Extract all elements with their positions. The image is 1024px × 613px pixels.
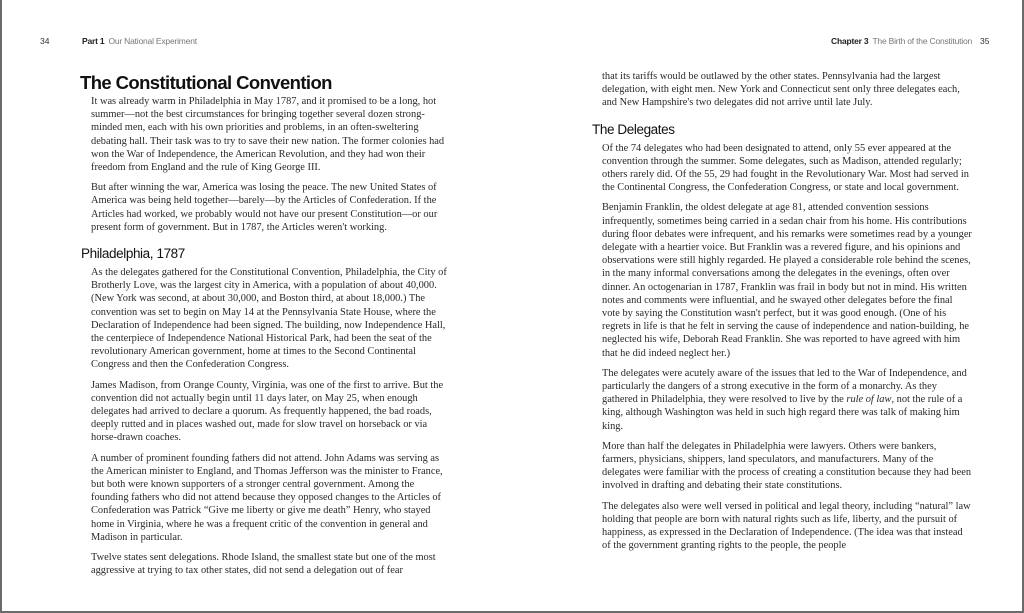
- continued-paragraph: that its tariffs would be outlawed by the other states. Pennsylvania had the largest delegation, with eight men. New York and Connecticut sent only three delegates each, and New Hampshire's two delegates did not arrive until late July.: [602, 71, 960, 109]
- body-paragraph: More than half the delegates in Philadelphia were lawyers. Others were bankers, farmers, physicians, shippers, land speculators, and manufacturers. Many of the delegates were familiar with the process of creating a constitution because they had been involved in drafting and debating their state constitutions.: [602, 440, 972, 492]
- running-head-part: [82, 36, 197, 46]
- page-number-left: 34: [40, 36, 50, 46]
- body-paragraph: Of the 74 delegates who had been designated to attend, only 55 ever appeared at the convention through the summer. Some delegates, such as Madison, attended regularly; others rarely did. Of the 55, 29 had fought in the Revolutionary War. Most had served in the Continental Congress, the Confederation Congress, or state and local government.: [602, 142, 969, 194]
- body-paragraph: A number of prominent founding fathers did not attend. John Adams was serving as the American minister to England, and Thomas Jefferson was the minister to France, but both were known supporters of a stronger central government. Among the founding fathers who did not attend because they opposed changes to the Articles of Confederation was Patrick “Give me liberty or give me death” Henry, who stayed home in Virginia, where he was a frequent critic of the convention in general and Madison in particular.: [91, 452, 443, 543]
- part-label: Part 1: [82, 36, 105, 46]
- body-paragraph: Benjamin Franklin, the oldest delegate at age 81, attended convention sessions infrequently, sometimes being carried in a sedan chair from his home. His contributions during floor debates were infrequent, and his remarks were sometimes read by a younger delegate with a heartier voice. But Franklin was a revered figure, and his opinions and observations were still highly regarded. He played a considerable role behind the scenes, in the many informal conversations among the delegates in the evenings, often over dinner. An octogenarian in 1787, Franklin was frail in body but not in mind. His written notes and comments were influential, and he swayed other delegates before the final vote by saying the Constitution wasn't perfect, but it was good enough. (One of his regrets in life is that he felt in serving the cause of independence and nation-building, he neglected his wife, Deborah Read Franklin. She was reported to have agreed with him that he did indeed neglect her.): [602, 202, 972, 359]
- page-number-right: 35: [980, 36, 990, 46]
- body-paragraph: It was already warm in Philadelphia in May 1787, and it promised to be a long, hot summer—not the best circumstances for bringing together several dozen strong-minded men, each with his own priorities and problems, in an often-sweltering debating hall. Their task was to try to save their new nation. The former colonies had won the War of Independence, the American Revolution, and they had won their freedom from England and the rule of King George III.: [91, 96, 445, 174]
- body-paragraph: The delegates also were well versed in political and legal theory, including “natural” law holding that people are born with natural rights such as life, liberty, and the pursuit of happiness, as expressed in the Declaration of Independence. (The idea was that instead of the government granting rights to the people, the people: [602, 500, 971, 552]
- left-text-column: [81, 72, 451, 585]
- right-text-column: [592, 70, 972, 560]
- left-page: [2, 0, 514, 613]
- text-run: The delegates were acutely aware of the issues that led to the War of Independence, and particularly the dangers of a strong executive in the form of a monarchy. As they gathered in Philadelphia, they were resolved to live by the: [602, 367, 967, 406]
- running-head-chapter: [831, 36, 972, 46]
- right-page: [514, 0, 1024, 613]
- part-title: Our National Experiment: [108, 36, 197, 46]
- body-paragraph: But after winning the war, America was losing the peace. The new United States of America was being held together—barely—by the Articles of Confederation. If the Articles had worked, we probably would not have our present Constitution—or our present form of government. But in 1787, the Articles weren't working.: [91, 182, 438, 233]
- chapter-label: Chapter 3: [831, 36, 869, 46]
- body-paragraph: As the delegates gathered for the Constitutional Convention, Philadelphia, the City of Brotherly Love, was the largest city in America, with a population of about 40,000. (New York was second, at about 30,000, and Boston third, at about 18,000.) The convention was set to begin on May 14 at the Pennsylvania State House, where the Declaration of Independence had been signed. The building, now Independence Hall, the centerpiece of Independence National Historical Park, had been the seat of the revolutionary American government, home at times to the Second Continental Congress and then the Confederation Congress.: [91, 267, 447, 371]
- subsection-heading-delegates: The Delegates: [592, 121, 675, 137]
- body-paragraph: Twelve states sent delegations. Rhode Island, the smallest state but one of the most aggressive at trying to tax other states, did not send a delegation out of fear: [91, 552, 436, 577]
- italic-phrase: rule of law: [846, 394, 892, 406]
- body-paragraph: James Madison, from Orange County, Virginia, was one of the first to arrive. But the convention did not actually begin until 11 days later, on May 25, when enough delegates had arrived to declare a quorum. As frequently happened, the bad roads, deeply rutted and in places washed out, made for slow travel on horseback or via horse-drawn coaches.: [91, 379, 444, 444]
- body-paragraph-rule-of-law: [592, 367, 972, 433]
- book-spread: [2, 0, 1024, 613]
- text-run: , not the rule of a king, although Washington was held in such high regard there was talk of making him king.: [602, 394, 963, 432]
- section-heading: The Constitutional Convention: [80, 72, 332, 93]
- subsection-heading-philadelphia: Philadelphia, 1787: [81, 246, 185, 262]
- chapter-title: The Birth of the Constitution: [872, 36, 972, 46]
